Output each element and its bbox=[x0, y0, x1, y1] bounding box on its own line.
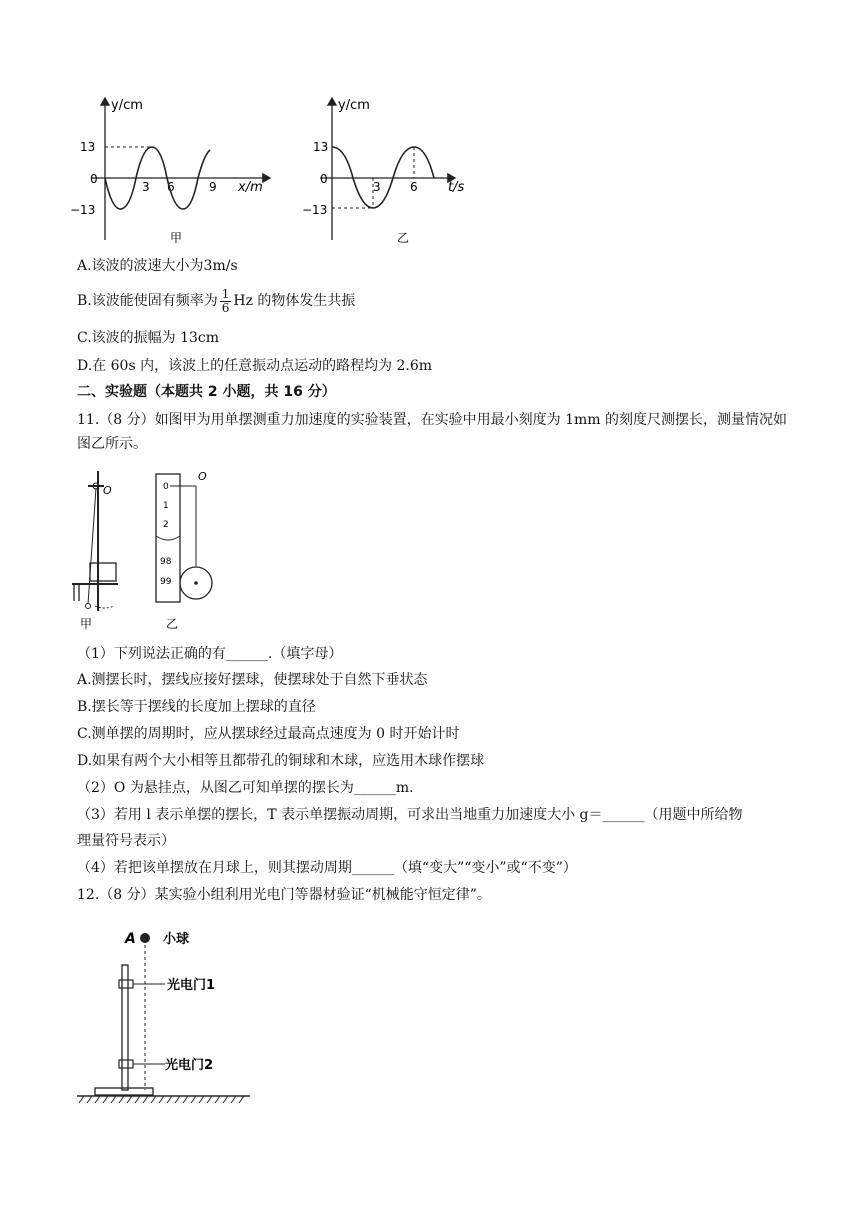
graph-label-jia: 甲 bbox=[170, 231, 183, 245]
suspension-label-jia: O bbox=[103, 484, 112, 497]
graph-label-yi: 乙 bbox=[397, 231, 410, 245]
y-tick-minus13-yi: −13 bbox=[302, 203, 328, 217]
ruler-tick-2: 2 bbox=[163, 520, 169, 530]
q10-option-b-post: Hz 的物体发生共振 bbox=[233, 293, 356, 309]
wave-graphs-figure bbox=[70, 90, 490, 255]
ruler-tick-0: 0 bbox=[163, 482, 169, 492]
ball-position-label: A bbox=[125, 931, 136, 947]
section-2-title: 二、实验题（本题共 2 小题，共 16 分） bbox=[77, 384, 336, 400]
q10-option-b-pre: B.该波能使固有频率为 bbox=[77, 293, 218, 309]
t-axis-label: t/s bbox=[448, 180, 465, 195]
q11-part-3-line1: （3）若用 l 表示单摆的摆长，T 表示单摆振动周期，可求出当地重力加速度大小 g＝______（用题中所给物 bbox=[77, 807, 743, 823]
y-tick-13-jia: 13 bbox=[80, 140, 96, 154]
y-tick-minus13-jia: −13 bbox=[70, 203, 96, 217]
q10-option-d: D.在 60s 内，该波上的任意振动点运动的路程均为 2.6m bbox=[77, 358, 433, 374]
graph-yi bbox=[302, 98, 464, 245]
photogate-1-label: 光电门1 bbox=[167, 978, 216, 993]
q11-part-3-line2: 理量符号表示） bbox=[77, 833, 175, 849]
q10-option-b bbox=[77, 286, 355, 316]
q11-option-c: C.测单摆的周期时，应从摆球经过最高点速度为 0 时开始计时 bbox=[77, 726, 460, 742]
ball-icon bbox=[140, 933, 150, 943]
y-axis-label-yi: y/cm bbox=[338, 98, 370, 113]
x-tick-9: 9 bbox=[209, 180, 217, 194]
q11-option-d: D.如果有两个大小相等且都带孔的铜球和木球，应选用木球作摆球 bbox=[77, 753, 485, 769]
photogate-figure bbox=[75, 920, 275, 1110]
q11-part-4: （4）若把该单摆放在月球上，则其摆动周期______（填“变大”“变小”或“不变”） bbox=[77, 860, 577, 876]
q11-intro: 11.（8 分）如图甲为用单摆测重力加速度的实验装置，在实验中用最小刻度为 1mm 的刻度尺测摆长，测量情况如图乙所示。 bbox=[77, 412, 787, 452]
x-tick-6: 6 bbox=[167, 180, 175, 194]
q11-part-1: （1）下列说法正确的有______.（填字母） bbox=[77, 646, 343, 662]
q10-option-a: A.该波的波速大小为3m/s bbox=[77, 258, 238, 274]
ball-label: 小球 bbox=[163, 932, 190, 947]
suspension-label-yi: O bbox=[198, 470, 207, 483]
graph-jia bbox=[70, 98, 270, 245]
photogate-2-label: 光电门2 bbox=[165, 1058, 214, 1073]
ruler-tick-1: 1 bbox=[163, 501, 169, 511]
pendulum-setup-jia bbox=[72, 471, 118, 631]
fraction-denominator: 6 bbox=[221, 300, 230, 315]
pendulum-figure bbox=[70, 466, 230, 636]
figure-label-yi: 乙 bbox=[166, 617, 179, 631]
t-tick-3: 3 bbox=[373, 180, 381, 194]
q11-option-b: B.摆长等于摆线的长度加上摆球的直径 bbox=[77, 699, 316, 715]
q12-intro: 12.（8 分）某实验小组利用光电门等器材验证“机械能守恒定律”。 bbox=[77, 887, 491, 903]
x-tick-3: 3 bbox=[142, 180, 150, 194]
ruler-tick-99: 99 bbox=[160, 577, 172, 587]
fraction-numerator: 1 bbox=[221, 286, 230, 301]
y-axis-label-jia: y/cm bbox=[111, 98, 143, 113]
q11-part-2: （2）O 为悬挂点，从图乙可知单摆的摆长为______m. bbox=[77, 780, 414, 796]
ruler-setup-yi bbox=[156, 470, 212, 631]
y-tick-13-yi: 13 bbox=[313, 140, 329, 154]
ruler-tick-98: 98 bbox=[160, 557, 172, 567]
figure-label-jia: 甲 bbox=[80, 617, 93, 631]
q10-option-c: C.该波的振幅为 13cm bbox=[77, 330, 220, 346]
t-tick-6: 6 bbox=[410, 180, 418, 194]
y-tick-0-yi: 0 bbox=[320, 172, 328, 186]
y-tick-0-jia: 0 bbox=[90, 172, 98, 186]
x-axis-label: x/m bbox=[238, 180, 263, 195]
frequency-fraction bbox=[220, 288, 232, 315]
q11-option-a: A.测摆长时，摆线应接好摆球，使摆球处于自然下垂状态 bbox=[77, 672, 428, 688]
